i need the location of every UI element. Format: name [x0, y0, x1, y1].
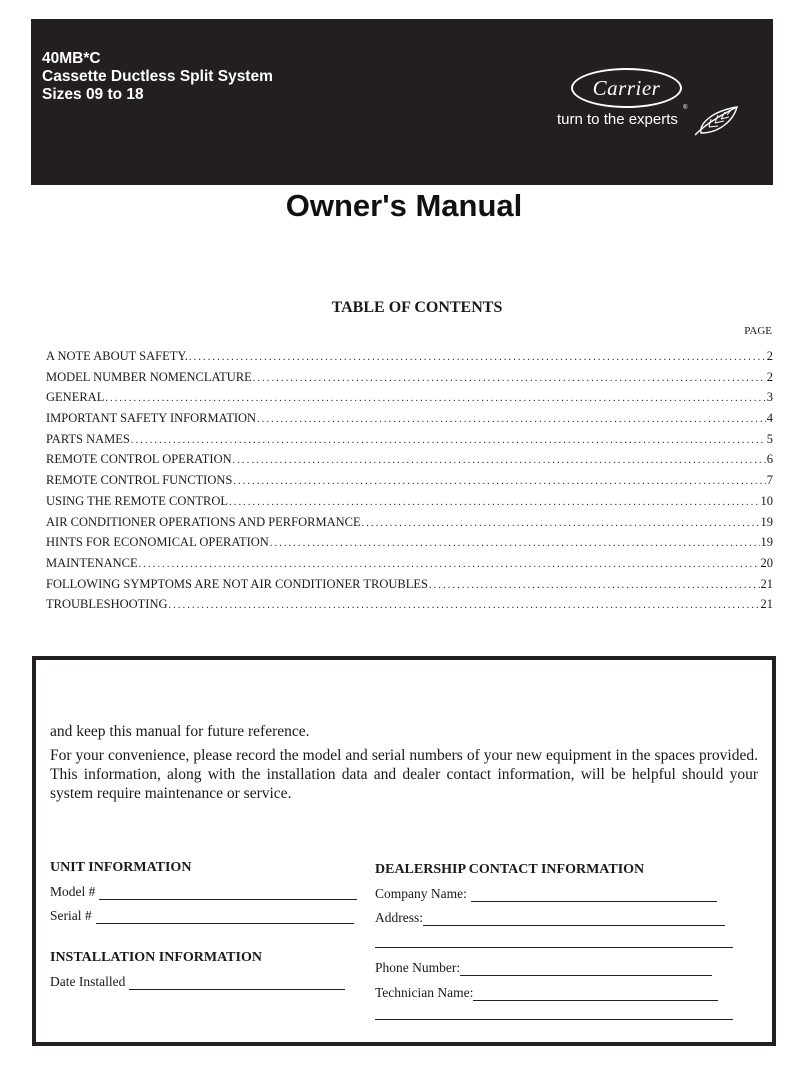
phone-number-field[interactable] — [375, 960, 712, 976]
company-name-blank[interactable] — [471, 888, 717, 902]
owner-info-box — [32, 656, 776, 1046]
toc-entry[interactable] — [46, 470, 773, 491]
toc-entry-title: FOLLOWING SYMPTOMS ARE NOT AIR CONDITIONER TROUBLES — [46, 576, 428, 591]
address-field[interactable] — [375, 910, 725, 926]
dealership-info-heading: DEALERSHIP CONTACT INFORMATION — [375, 862, 645, 877]
product-title-block — [42, 50, 273, 104]
toc-dot-leader — [169, 596, 760, 615]
toc-dot-leader — [105, 389, 765, 408]
toc-dot-leader — [131, 431, 766, 450]
record-numbers-text: For your convenience, please record the model and serial numbers of your new equipment in the spaces provided. This information, along with the installation data and dealer contact information, will be helpful should your system require maintenance or service. — [50, 747, 758, 802]
toc-entry-title: GENERAL — [46, 390, 105, 405]
toc-entry[interactable] — [46, 449, 773, 470]
header-banner — [31, 19, 773, 185]
leaf-icon — [691, 105, 741, 137]
toc-entry-page: 6 — [766, 452, 773, 467]
keep-manual-text: and keep this manual for future reference. — [50, 723, 310, 740]
toc-entry-page: 2 — [766, 349, 773, 363]
toc-entry-page: 21 — [760, 576, 773, 591]
toc-dot-leader — [362, 514, 760, 533]
toc-entry-title: MAINTENANCE — [46, 555, 138, 570]
toc-entry-page: 19 — [760, 514, 773, 529]
toc-dot-leader — [189, 348, 766, 367]
product-name: Cassette Ductless Split System — [42, 68, 273, 85]
toc-entry-page: 20 — [760, 555, 773, 570]
toc-entry-title: MODEL NUMBER NOMENCLATURE — [46, 369, 252, 384]
toc-entry-title: IMPORTANT SAFETY INFORMATION — [46, 411, 257, 426]
toc-entry-page: 4 — [766, 411, 773, 426]
serial-field[interactable] — [50, 908, 354, 924]
toc-entry[interactable] — [46, 512, 773, 533]
address-label: Address: — [375, 910, 423, 925]
serial-blank[interactable] — [96, 910, 354, 924]
toc-dot-leader — [270, 534, 760, 553]
technician-name-blank[interactable] — [473, 987, 718, 1001]
toc-entry[interactable] — [46, 429, 773, 450]
toc-dot-leader — [229, 493, 759, 512]
toc-entry[interactable] — [46, 553, 773, 574]
unit-info-heading: UNIT INFORMATION — [50, 860, 192, 875]
model-blank[interactable] — [99, 886, 357, 900]
toc-entry[interactable] — [46, 532, 773, 553]
toc-dot-leader — [233, 451, 766, 470]
date-installed-field[interactable] — [50, 974, 345, 990]
carrier-logo — [571, 68, 682, 108]
toc-entry-page: 10 — [760, 493, 773, 508]
address-blank-line-2[interactable] — [375, 947, 733, 948]
toc-entry-title: TROUBLESHOOTING — [46, 597, 168, 612]
toc-entry-title: REMOTE CONTROL FUNCTIONS — [46, 473, 233, 488]
page-title: Owner's Manual — [285, 188, 523, 223]
toc-dot-leader — [233, 472, 765, 491]
toc-entry-page: 5 — [766, 431, 773, 446]
toc-entry-title: A NOTE ABOUT SAFETY. — [46, 349, 188, 363]
toc-entry[interactable] — [46, 491, 773, 512]
date-installed-label: Date Installed — [50, 974, 126, 989]
company-name-label: Company Name: — [375, 886, 467, 901]
toc-dot-leader — [139, 555, 760, 574]
phone-number-blank[interactable] — [460, 962, 712, 976]
toc-entry-page: 7 — [766, 473, 773, 488]
technician-blank-line-2[interactable] — [375, 1019, 733, 1020]
toc-entry[interactable] — [46, 346, 773, 367]
table-of-contents — [46, 346, 773, 615]
technician-name-field[interactable] — [375, 985, 718, 1001]
phone-number-label: Phone Number: — [375, 960, 461, 975]
toc-heading: TABLE OF CONTENTS — [331, 299, 503, 316]
toc-entry[interactable] — [46, 367, 773, 388]
toc-entry-title: USING THE REMOTE CONTROL — [46, 493, 229, 508]
company-name-field[interactable] — [375, 886, 717, 902]
registered-mark: ® — [683, 105, 688, 111]
toc-entry[interactable] — [46, 408, 773, 429]
model-label: Model # — [50, 884, 96, 899]
model-field[interactable] — [50, 884, 357, 900]
toc-page-label: PAGE — [744, 325, 772, 337]
toc-entry-page: 19 — [760, 535, 773, 550]
toc-entry-title: HINTS FOR ECONOMICAL OPERATION — [46, 535, 269, 550]
date-installed-blank[interactable] — [129, 976, 345, 990]
product-sizes: Sizes 09 to 18 — [42, 86, 144, 103]
toc-dot-leader — [253, 369, 766, 388]
serial-label: Serial # — [50, 908, 92, 923]
toc-entry-title: PARTS NAMES — [46, 431, 130, 446]
brand-tagline: turn to the experts — [557, 111, 678, 128]
brand-name: Carrier — [592, 75, 661, 100]
toc-dot-leader — [257, 410, 766, 429]
toc-entry-page: 2 — [766, 369, 773, 384]
installation-info-heading: INSTALLATION INFORMATION — [50, 950, 262, 965]
toc-entry-title: REMOTE CONTROL OPERATION — [46, 452, 232, 467]
toc-entry[interactable] — [46, 594, 773, 615]
toc-entry-page: 21 — [760, 597, 773, 612]
technician-name-label: Technician Name: — [375, 985, 474, 1000]
toc-entry[interactable] — [46, 387, 773, 408]
address-blank[interactable] — [423, 912, 725, 926]
toc-entry-title: AIR CONDITIONER OPERATIONS AND PERFORMANCE — [46, 514, 361, 529]
toc-entry-page: 3 — [766, 390, 773, 405]
toc-dot-leader — [429, 576, 760, 595]
model-number: 40MB*C — [42, 50, 101, 67]
toc-entry[interactable] — [46, 574, 773, 595]
